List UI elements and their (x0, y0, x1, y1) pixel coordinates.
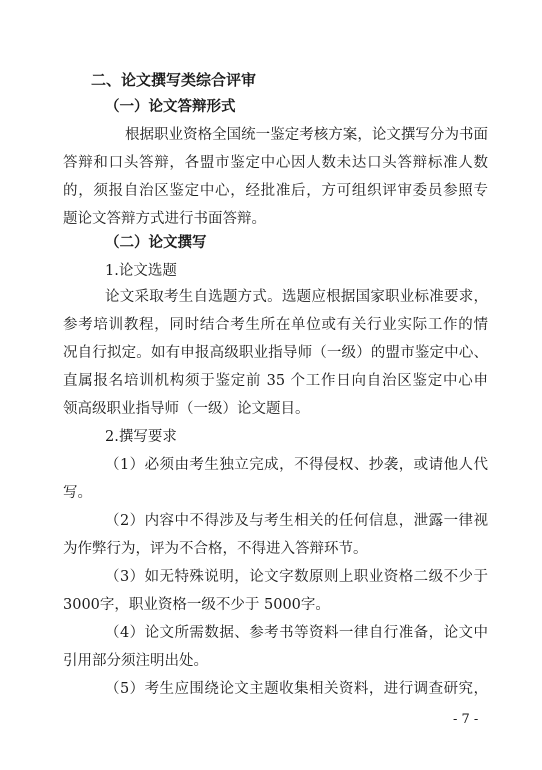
requirement-line: （4）论文所需数据、参考书等资料一律自行准备，论文中 (105, 625, 488, 641)
requirement-line: （2）内容中不得涉及与考生相关的任何信息，泄露一律视 (105, 513, 488, 529)
item-heading-writing-requirements: 2.撰写要求 (105, 429, 177, 445)
paragraph-line: 况自行拟定。如有申报高级职业指导师（一级）的盟市鉴定中心、 (63, 345, 488, 361)
requirement-line: （1）必须由考生独立完成，不得侵权、抄袭，或请他人代 (105, 457, 488, 473)
item-heading-topic-selection: 1.论文选题 (105, 263, 177, 279)
paragraph-line: 直属报名培训机构须于鉴定前 35 个工作日向自治区鉴定中心申 (63, 373, 488, 389)
section-heading: 二、论文撰写类综合评审 (91, 71, 257, 89)
paragraph-line: 的，须报自治区鉴定中心，经批准后，方可组织评审委员参照专 (63, 183, 488, 199)
subsection-heading-paper-writing: （二）论文撰写 (105, 235, 207, 251)
paragraph-line: 根据职业资格全国统一鉴定考核方案，论文撰写分为书面 (125, 127, 488, 143)
paragraph-line: 答辩和口头答辩，各盟市鉴定中心因人数未达口头答辩标准人数 (63, 155, 488, 171)
requirement-line: 为作弊行为，评为不合格，不得进入答辩环节。 (63, 541, 368, 557)
paragraph-line: 论文采取考生自选题方式。选题应根据国家职业标准要求， (105, 289, 488, 305)
requirement-line: 引用部分须注明出处。 (63, 653, 208, 669)
paragraph-line: 题论文答辩方式进行书面答辩。 (63, 211, 266, 227)
requirement-line: （3）如无特殊说明，论文字数原则上职业资格二级不少于 (105, 569, 488, 585)
requirement-line: 写。 (63, 485, 92, 501)
requirement-line: （5）考生应围绕论文主题收集相关资料，进行调查研究， (105, 681, 488, 697)
requirement-line: 3000字，职业资格一级不少于 5000字。 (63, 597, 330, 613)
paragraph-line: 参考培训教程，同时结合考生所在单位或有关行业实际工作的情 (63, 317, 488, 333)
page-number: - 7 - (453, 712, 479, 727)
subsection-heading-defense-format: （一）论文答辩形式 (105, 99, 236, 115)
paragraph-line: 领高级职业指导师（一级）论文题目。 (63, 401, 310, 417)
